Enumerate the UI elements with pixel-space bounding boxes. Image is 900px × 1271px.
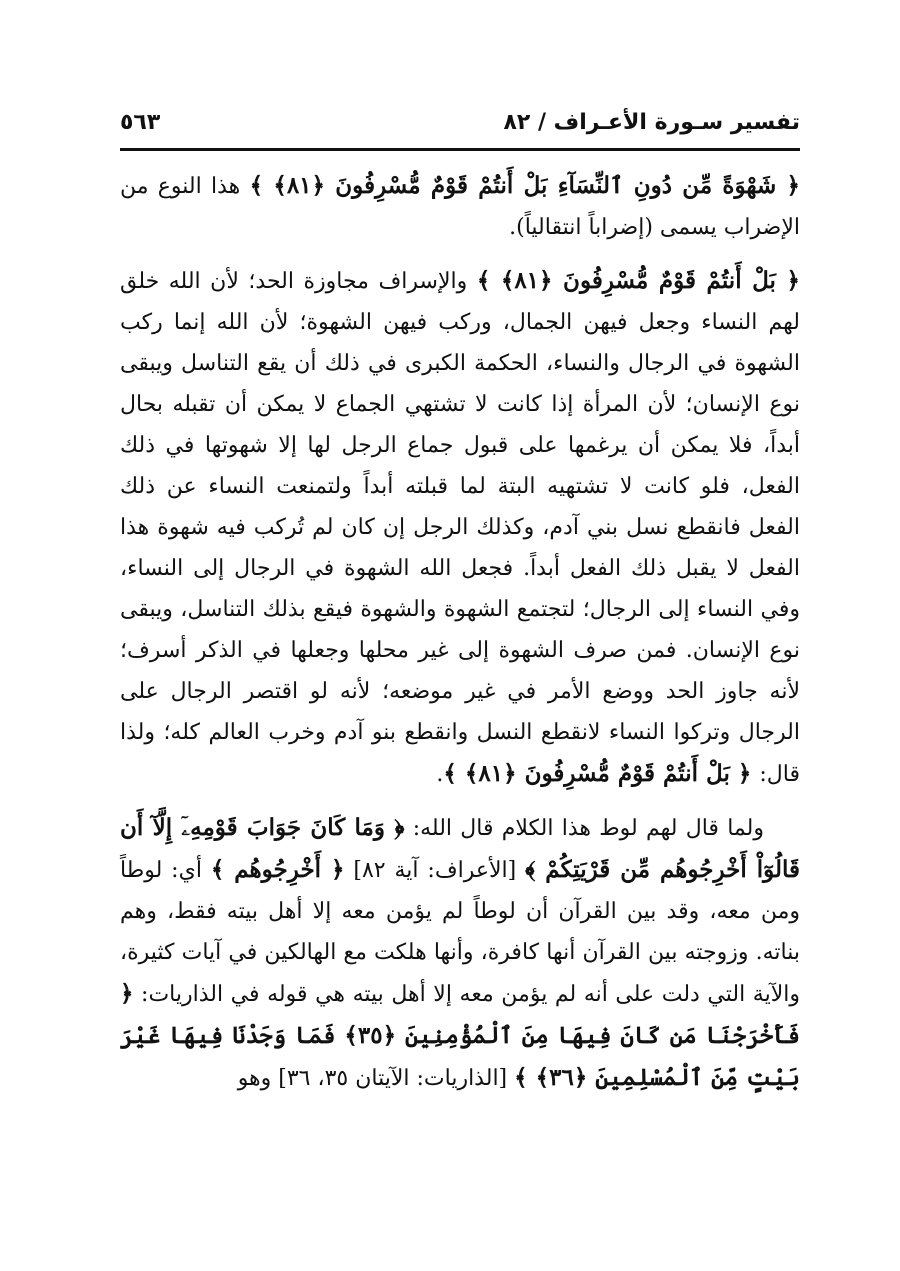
document-page <box>120 100 800 1190</box>
paragraph-text: ولما قال لهم لوط هذا الكلام قال الله: <box>404 816 764 841</box>
verse-reference: [الأعراف: آية ٨٢] <box>344 858 526 883</box>
page-number: ٥٦٣ <box>120 109 161 135</box>
paragraph-text: هذا النوع من الإضراب يسمى (إضراباً انتقالياً). <box>120 174 800 240</box>
paragraph-text: . <box>436 762 444 787</box>
verse-reference: [الذاريات: الآيتان ٣٥، ٣٦] وهو <box>237 1066 515 1091</box>
body-text <box>120 165 800 1099</box>
quran-verse: ﴿ أَخْرِجُوهُم ﴾ <box>210 856 345 883</box>
quran-verse: ﴿ بَلْ أَنتُمْ قَوْمٌ مُّسْرِفُونَ ﴿٨١﴾ ﴾ <box>476 267 800 294</box>
quran-verse: ﴿ شَهْوَةً مِّن دُونِ ٱلنِّسَآءِ بَلْ أَنتُمْ قَوْمٌ مُّسْرِفُونَ ﴿٨١﴾ ﴾ <box>249 172 800 199</box>
paragraph-text: أي: لوطاً ومن معه، وقد بين القرآن أن لوطاً لم يؤمن معه إلا أهل بيته فقط، وهم بناته. وزوجته بين القرآن أنها كافرة، وأنها هلكت مع الهالكين في آيات كثيرة، والآية التي دلت على أنه لم يؤمن معه إلا أهل بيته هي قوله في الذاريات: <box>120 858 800 1007</box>
quran-verse: ﴿ وَمَا كَانَ جَوَابَ قَوْمِهِۦٓ إِلَّآ أَن قَالُوٓاْ أَخْرِجُوهُم مِّن قَرْيَتِكُمْ ﴾ <box>120 814 800 883</box>
running-header <box>120 100 800 144</box>
quran-verse: ﴿ بَلْ أَنتُمْ قَوْمٌ مُّسْرِفُونَ ﴿٨١﴾ ﴾ <box>443 760 760 787</box>
paragraph-3 <box>120 807 800 1099</box>
paragraph-1 <box>120 165 800 248</box>
header-rule <box>120 148 800 151</box>
paragraph-2 <box>120 260 800 795</box>
quran-verse: ﴿ فَأَخْرَجْنَا مَن كَانَ فِيهَا مِنَ ٱلْمُؤْمِنِينَ ﴿٣٥﴾ فَمَا وَجَدْنَا فِيهَا غَيْرَ بَيْتٍ مِّنَ ٱلْمُسْلِمِينَ ﴿٣٦﴾ ﴾ <box>120 980 800 1091</box>
paragraph-text: والإسراف مجاوزة الحد؛ لأن الله خلق لهم النساء وجعل فيهن الجمال، وركب فيهن الشهوة؛ لأن الله إنما ركب الشهوة في الرجال والنساء، الحكمة الكبرى في ذلك أن يقع التناسل ويبقى نوع الإنسان؛ لأن المرأة إذا كانت لا تشتهي الجماع لا يمكن أن تقبله بحال أبداً، فلا يمكن أن يرغمها على قبول جماع الرجل لها إلا شهوتها في ذلك الفعل، فلو كانت لا تشتهيه البتة لما قبلته أبداً ولتمنعت النساء عن ذلك الفعل فانقطع نسل بني آدم، وكذلك الرجل إن كان لم تُركب فيه شهوة هذا الفعل لا يقبل ذلك الفعل أبداً. فجعل الله الشهوة في الرجال إلى النساء، وفي النساء إلى الرجال؛ لتجتمع الشهوة والشهوة فيقع بذلك التناسل، ويبقى نوع الإنسان. فمن صرف الشهوة إلى غير محلها وجعلها في الذكر أسرف؛ لأنه جاوز الحد ووضع الأمر في غير موضعه؛ لأنه لو اقتصر الرجال على الرجال وتركوا النساء لانقطع النسل وانقطع بنو آدم وخرب العالم كله؛ ولذا قال: <box>120 269 800 787</box>
header-title: تفسير سـورة الأعـراف / ٨٢ <box>503 109 800 135</box>
